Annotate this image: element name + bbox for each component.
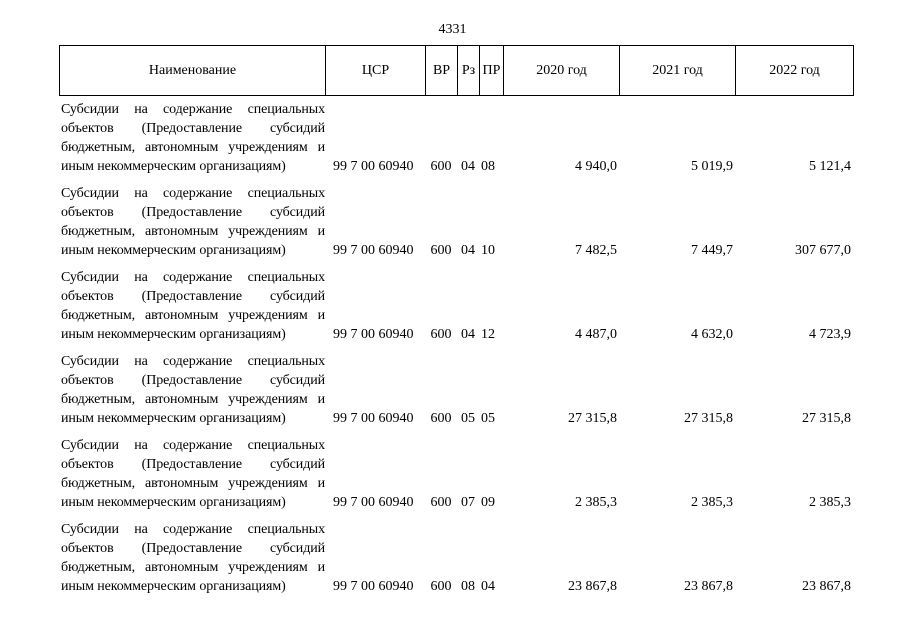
row-name: Субсидии на содержание специальных объектов (Предоставление субсидий бюджетным, автономным учреждениям и иным некоммерческим организациям) — [61, 354, 325, 426]
row-pr: 09 — [481, 495, 495, 510]
header-pr: ПР — [480, 46, 504, 96]
row-name: Субсидии на содержание специальных объектов (Предоставление субсидий бюджетным, автономным учреждениям и иным некоммерческим организациям) — [61, 438, 325, 510]
row-value-2022: 2 385,3 — [809, 495, 851, 510]
row-value-2022: 307 677,0 — [795, 243, 851, 258]
row-vr: 600 — [430, 327, 452, 342]
row-rz: 08 — [461, 579, 475, 594]
row-value-2021: 4 632,0 — [691, 327, 733, 342]
table-row — [59, 344, 853, 428]
table-row — [59, 98, 853, 176]
table-body — [59, 98, 853, 596]
row-pr: 12 — [481, 327, 495, 342]
header-2021: 2021 год — [620, 46, 736, 96]
row-rz: 07 — [461, 495, 475, 510]
row-vr: 600 — [430, 159, 452, 174]
row-pr: 04 — [481, 579, 495, 594]
row-vr: 600 — [430, 411, 452, 426]
row-csr: 99 7 00 60940 — [333, 159, 414, 174]
row-name: Субсидии на содержание специальных объектов (Предоставление субсидий бюджетным, автономным учреждениям и иным некоммерческим организациям) — [61, 102, 325, 174]
row-pr: 10 — [481, 243, 495, 258]
page-number: 4331 — [438, 22, 467, 37]
header-rz: Рз — [458, 46, 480, 96]
row-value-2021: 27 315,8 — [684, 411, 733, 426]
row-value-2020: 4 940,0 — [575, 159, 617, 174]
row-value-2021: 23 867,8 — [684, 579, 733, 594]
row-value-2022: 23 867,8 — [802, 579, 851, 594]
row-value-2021: 7 449,7 — [691, 243, 733, 258]
row-vr: 600 — [430, 495, 452, 510]
row-name: Субсидии на содержание специальных объектов (Предоставление субсидий бюджетным, автономным учреждениям и иным некоммерческим организациям) — [61, 270, 325, 342]
row-value-2020: 27 315,8 — [568, 411, 617, 426]
header-2022: 2022 год — [736, 46, 854, 96]
header-name: Наименование — [60, 46, 326, 96]
row-value-2022: 5 121,4 — [809, 159, 851, 174]
table-header — [59, 45, 854, 96]
table-row — [59, 176, 853, 260]
row-csr: 99 7 00 60940 — [333, 411, 414, 426]
row-value-2021: 2 385,3 — [691, 495, 733, 510]
header-csr: ЦСР — [326, 46, 426, 96]
row-name: Субсидии на содержание специальных объектов (Предоставление субсидий бюджетным, автономным учреждениям и иным некоммерческим организациям) — [61, 186, 325, 258]
row-pr: 08 — [481, 159, 495, 174]
row-rz: 04 — [461, 327, 475, 342]
row-value-2020: 23 867,8 — [568, 579, 617, 594]
table-row — [59, 512, 853, 596]
row-value-2022: 4 723,9 — [809, 327, 851, 342]
table-row — [59, 260, 853, 344]
row-value-2020: 7 482,5 — [575, 243, 617, 258]
row-value-2022: 27 315,8 — [802, 411, 851, 426]
row-rz: 05 — [461, 411, 475, 426]
row-pr: 05 — [481, 411, 495, 426]
row-csr: 99 7 00 60940 — [333, 243, 414, 258]
row-rz: 04 — [461, 159, 475, 174]
row-csr: 99 7 00 60940 — [333, 495, 414, 510]
table-row — [59, 428, 853, 512]
row-vr: 600 — [430, 579, 452, 594]
header-vr: ВР — [426, 46, 458, 96]
row-value-2020: 2 385,3 — [575, 495, 617, 510]
row-rz: 04 — [461, 243, 475, 258]
row-name: Субсидии на содержание специальных объектов (Предоставление субсидий бюджетным, автономным учреждениям и иным некоммерческим организациям) — [61, 522, 325, 594]
row-vr: 600 — [430, 243, 452, 258]
row-value-2021: 5 019,9 — [691, 159, 733, 174]
row-csr: 99 7 00 60940 — [333, 327, 414, 342]
row-value-2020: 4 487,0 — [575, 327, 617, 342]
header-2020: 2020 год — [504, 46, 620, 96]
row-csr: 99 7 00 60940 — [333, 579, 414, 594]
